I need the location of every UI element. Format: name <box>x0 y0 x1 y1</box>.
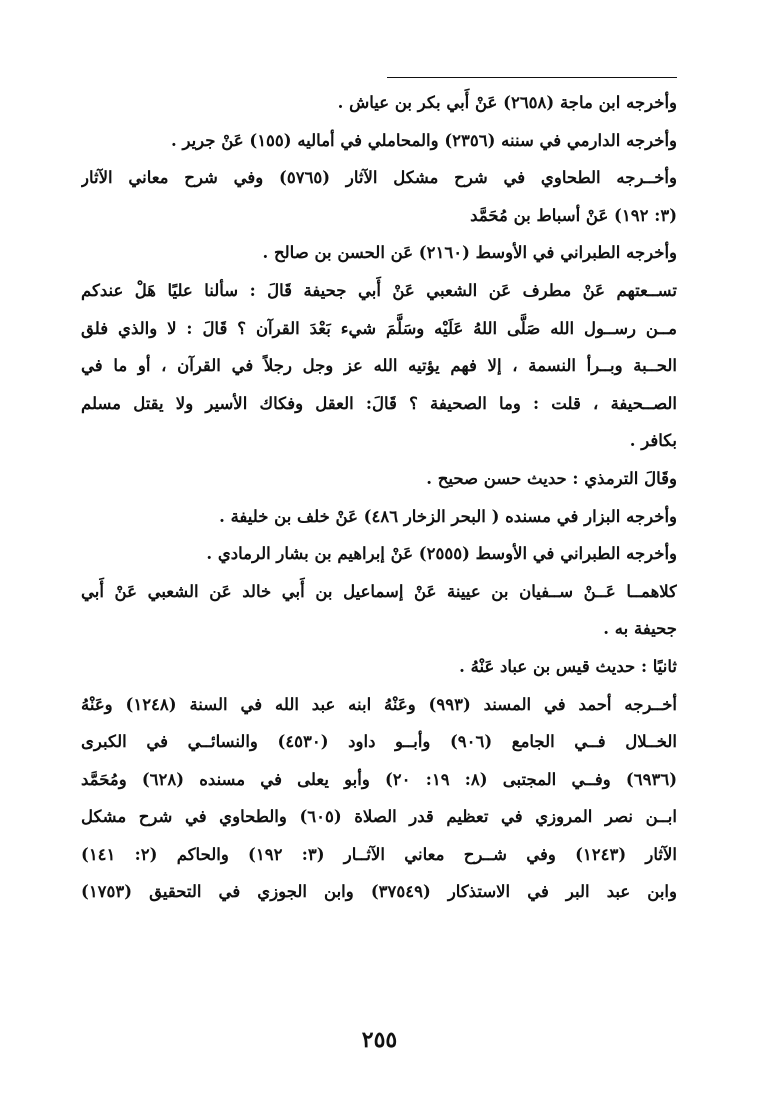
text-line: مــن رســول الله صَلَّى اللهُ عَلَيْه وسَلَّمَ شيء بَعْدَ القرآن ؟ قَالَ : لا والذي فلق <box>81 318 677 338</box>
text-line: الصــحيفة ، قلت : وما الصحيفة ؟ قَالَ: العقل وفكاك الأسير ولا يقتل مسلم <box>81 393 677 413</box>
footnote-separator-rule <box>387 77 677 78</box>
text-line: وأخرجه البزار في مسنده ( البحر الزخار ٤٨٦) عَنْ خلف بن خليفة . <box>219 506 677 526</box>
text-line: جحيفة به . <box>603 619 677 639</box>
text-line: الآثار (١٢٤٣) وفي شــرح معاني الآثــار (٣: ١٩٢) والحاكم (٢: ١٤١) <box>81 844 677 864</box>
text-line: الحــبة وبــرأ النسمة ، إلا فهم يؤتيه الله عز وجل رجلاً في القرآن ، أو ما في <box>81 356 677 376</box>
text-line: بكافر . <box>629 431 677 451</box>
text-line: أخــرجه أحمد في المسند (٩٩٣) وعَنْهُ ابنه عبد الله في السنة (١٢٤٨) وعَنْهُ <box>81 694 677 714</box>
text-line: وقَالَ الترمذي : حديث حسن صحيح . <box>426 468 677 488</box>
text-line: ثانيًا : حديث قيس بن عباد عَنْهُ . <box>459 656 677 676</box>
text-line: وأخرجه الطبراني في الأوسط (٢٥٥٥) عَنْ إبراهيم بن بشار الرمادي . <box>206 544 677 564</box>
text-line: كلاهمــا عَــنْ ســفيان بن عيينة عَنْ إسماعيل بن أَبي خالد عَن الشعبي عَنْ أَبي <box>81 581 677 601</box>
text-line: الخــلال فــي الجامع (٩٠٦) وأبــو داود (٤٥٣٠) والنسائــي في الكبرى <box>81 732 677 752</box>
text-line: وأخرجه الطبراني في الأوسط (٢١٦٠) عَن الحسن بن صالح . <box>262 243 677 263</box>
text-line: (٦٩٣٦) وفــي المجتبى (٨: ١٩: ٢٠) وأبو يعلى في مسنده (٦٢٨) ومُحَمَّد <box>81 769 677 789</box>
text-line: وأخــرجه الطحاوي في شرح مشكل الآثار (٥٧٦٥) وفي شرح معاني الآثار <box>81 168 677 188</box>
text-line: وأخرجه ابن ماجة (٢٦٥٨) عَنْ أَبي بكر بن عياش . <box>337 93 677 112</box>
text-line: وأخرجه الدارمي في سننه (٢٣٥٦) والمحاملي في أماليه (١٥٥) عَنْ جرير . <box>170 130 677 150</box>
text-line: تســعتهم عَنْ مطرف عَن الشعبي عَنْ أَبي جحيفة قَالَ : سألنا عليًا هَلْ عندكم <box>81 280 677 300</box>
text-line: (٣: ١٩٢) عَنْ أسباط بن مُحَمَّد <box>470 205 677 225</box>
text-line: ابــن نصر المروزي في تعظيم قدر الصلاة (٦٠٥) والطحاوي في شرح مشكل <box>81 807 677 827</box>
page-number: ٢٥٥ <box>361 1027 398 1053</box>
text-line: وابن عبد البر في الاستذكار (٣٧٥٤٩) وابن الجوزي في التحقيق (١٧٥٣) <box>81 882 677 902</box>
footnote-text-block <box>81 84 677 911</box>
